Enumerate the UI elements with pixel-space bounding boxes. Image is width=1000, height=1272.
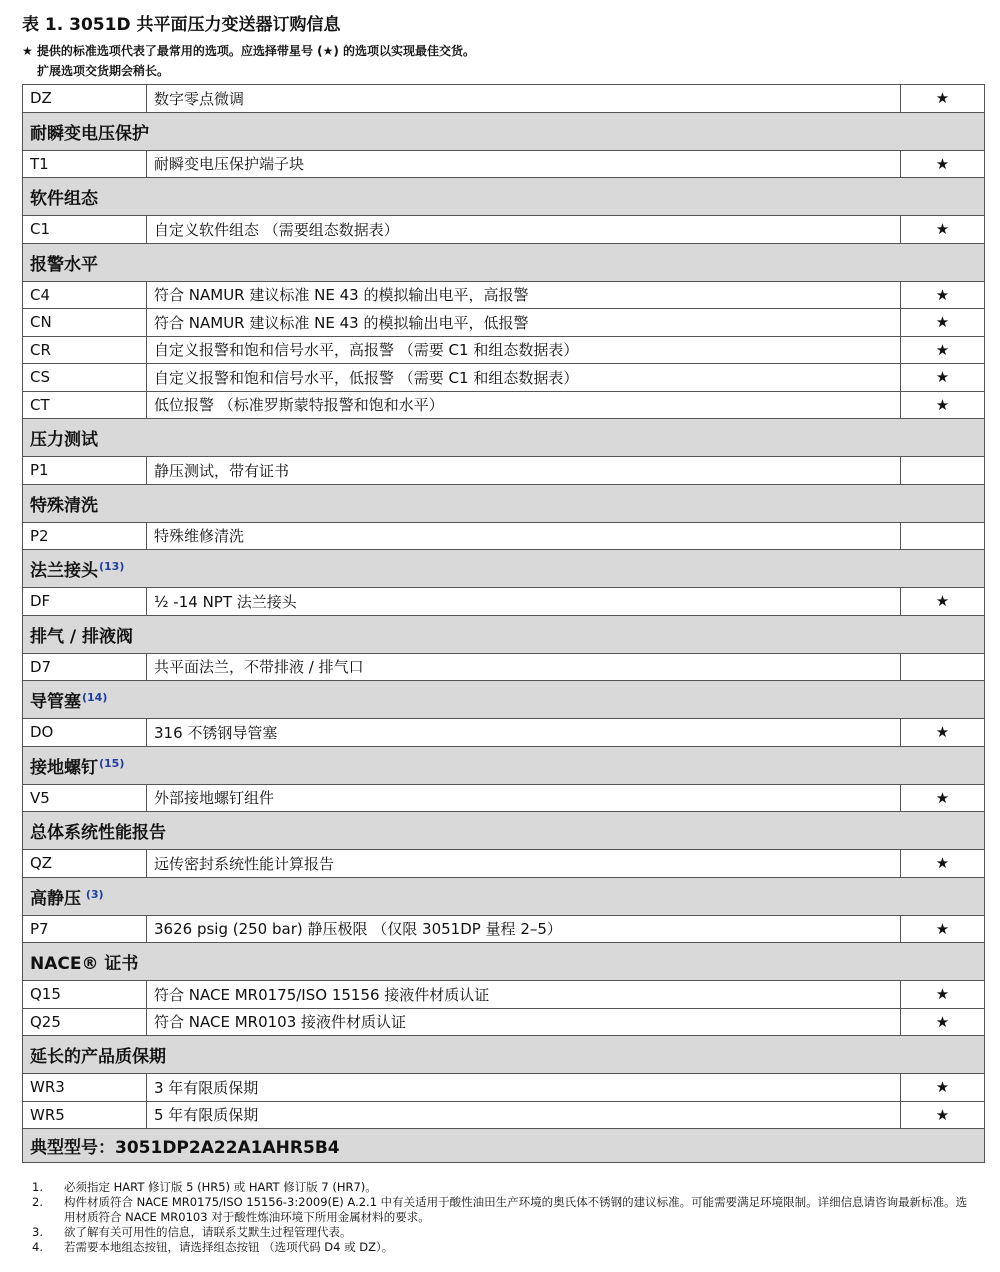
section-header-row — [23, 615, 985, 653]
ordering-table — [22, 84, 985, 1163]
standard-star: ★ — [901, 784, 985, 812]
standard-star: ★ — [901, 364, 985, 392]
option-row — [23, 391, 985, 419]
option-description: 符合 NACE MR0103 接液件材质认证 — [147, 1008, 901, 1036]
option-code: V5 — [23, 784, 147, 812]
option-description: 远传密封系统性能计算报告 — [147, 850, 901, 878]
option-row — [23, 522, 985, 550]
option-code: CR — [23, 336, 147, 364]
option-code: QZ — [23, 850, 147, 878]
section-title-text: 特殊清洗 — [30, 495, 98, 516]
footnotes — [32, 1180, 972, 1255]
option-description: 自定义软件组态 （需要组态数据表） — [147, 216, 901, 244]
typical-model-row — [23, 1129, 985, 1163]
section-title — [23, 1036, 985, 1074]
section-title — [23, 746, 985, 784]
section-title — [23, 178, 985, 216]
option-code: CN — [23, 309, 147, 337]
option-description: 316 不锈钢导管塞 — [147, 719, 901, 747]
option-description: 低位报警 （标准罗斯蒙特报警和饱和水平） — [147, 391, 901, 419]
section-header-row — [23, 178, 985, 216]
section-title — [23, 243, 985, 281]
option-description: 3626 psig (250 bar) 静压极限 （仅限 3051DP 量程 2–5） — [147, 915, 901, 943]
option-row — [23, 1074, 985, 1102]
option-description: 外部接地螺钉组件 — [147, 784, 901, 812]
ordering-table-body — [23, 85, 985, 1163]
option-description: 静压测试，带有证书 — [147, 457, 901, 485]
option-code: D7 — [23, 653, 147, 681]
option-row — [23, 653, 985, 681]
section-header-row — [23, 1036, 985, 1074]
option-row — [23, 309, 985, 337]
section-title-text: 高静压 — [30, 888, 81, 909]
option-row — [23, 850, 985, 878]
section-title-text: NACE® 证书 — [30, 954, 139, 974]
section-title-text: 法兰接头 — [30, 561, 98, 581]
standard-star — [901, 653, 985, 681]
option-code: Q25 — [23, 1008, 147, 1036]
option-code: CT — [23, 391, 147, 419]
section-title-text: 耐瞬变电压保护 — [30, 123, 149, 144]
standard-star — [901, 522, 985, 550]
option-code: P7 — [23, 915, 147, 943]
section-header-row — [23, 550, 985, 588]
option-description: 特殊维修清洗 — [147, 522, 901, 550]
option-code: WR3 — [23, 1074, 147, 1102]
standard-star: ★ — [901, 915, 985, 943]
section-title — [23, 877, 985, 915]
option-description: 自定义报警和饱和信号水平，低报警 （需要 C1 和组态数据表） — [147, 364, 901, 392]
footnote-number: 2. — [32, 1195, 43, 1209]
option-row — [23, 719, 985, 747]
standard-star: ★ — [901, 1101, 985, 1129]
option-row — [23, 336, 985, 364]
option-row — [23, 1101, 985, 1129]
option-row — [23, 588, 985, 616]
section-title — [23, 681, 985, 719]
footnote-ref-link[interactable]: (13) — [99, 560, 125, 573]
section-title-text: 报警水平 — [30, 254, 98, 275]
footnote-item — [32, 1225, 972, 1240]
option-row — [23, 364, 985, 392]
section-title-text: 延长的产品质保期 — [30, 1047, 166, 1067]
option-row — [23, 85, 985, 113]
standard-star: ★ — [901, 281, 985, 309]
standard-option-note: ★ 提供的标准选项代表了最常用的选项。应选择带星号 (★) 的选项以实现最佳交货。 — [22, 44, 476, 58]
option-code: P1 — [23, 457, 147, 485]
option-code: DF — [23, 588, 147, 616]
footnote-number: 3. — [32, 1225, 43, 1239]
option-code: C4 — [23, 281, 147, 309]
section-title-text: 总体系统性能报告 — [30, 823, 166, 843]
section-title — [23, 550, 985, 588]
footnote-ref-link[interactable]: (3) — [82, 887, 104, 901]
standard-star: ★ — [901, 216, 985, 244]
section-title — [23, 112, 985, 150]
section-header-row — [23, 484, 985, 522]
footnote-text: 必须指定 HART 修订版 5 (HR5) 或 HART 修订版 7 (HR7)。 — [64, 1180, 377, 1194]
option-description: 共平面法兰，不带排液 / 排气口 — [147, 653, 901, 681]
option-row — [23, 281, 985, 309]
section-title-text: 排气 / 排液阀 — [30, 626, 134, 647]
option-row — [23, 150, 985, 178]
section-header-row — [23, 243, 985, 281]
option-description: 符合 NACE MR0175/ISO 15156 接液件材质认证 — [147, 981, 901, 1009]
standard-star: ★ — [901, 391, 985, 419]
section-title-text: 压力测试 — [30, 430, 98, 450]
footnote-item — [32, 1240, 972, 1255]
option-row — [23, 216, 985, 244]
section-title — [23, 812, 985, 850]
standard-star: ★ — [901, 588, 985, 616]
section-title-text: 导管塞 — [30, 692, 81, 712]
section-title — [23, 615, 985, 653]
option-description: 3 年有限质保期 — [147, 1074, 901, 1102]
footnote-number: 4. — [32, 1240, 43, 1254]
option-code: Q15 — [23, 981, 147, 1009]
option-code: DZ — [23, 85, 147, 113]
standard-star: ★ — [901, 85, 985, 113]
footnote-item — [32, 1180, 972, 1195]
standard-star: ★ — [901, 719, 985, 747]
option-row — [23, 915, 985, 943]
table-title: 表 1. 3051D 共平面压力变送器订购信息 — [22, 15, 341, 35]
option-row — [23, 784, 985, 812]
option-code: DO — [23, 719, 147, 747]
option-description: 5 年有限质保期 — [147, 1101, 901, 1129]
standard-star: ★ — [901, 850, 985, 878]
section-header-row — [23, 746, 985, 784]
section-header-row — [23, 943, 985, 981]
section-header-row — [23, 419, 985, 457]
section-title-text: 软件组态 — [30, 189, 98, 209]
standard-star: ★ — [901, 1008, 985, 1036]
option-code: T1 — [23, 150, 147, 178]
option-code: P2 — [23, 522, 147, 550]
footnote-number: 1. — [32, 1180, 43, 1194]
option-code: C1 — [23, 216, 147, 244]
section-title — [23, 484, 985, 522]
option-code: CS — [23, 364, 147, 392]
option-row — [23, 981, 985, 1009]
footnote-text: 欲了解有关可用性的信息，请联系艾默生过程管理代表。 — [64, 1225, 352, 1239]
standard-star: ★ — [901, 981, 985, 1009]
section-header-row — [23, 112, 985, 150]
standard-star — [901, 457, 985, 485]
section-title-text: 接地螺钉 — [30, 757, 98, 778]
option-description: ½ -14 NPT 法兰接头 — [147, 588, 901, 616]
option-code: WR5 — [23, 1101, 147, 1129]
standard-star: ★ — [901, 309, 985, 337]
extended-option-note: 扩展选项交货期会稍长。 — [37, 64, 170, 78]
footnote-ref-link[interactable]: (15) — [99, 756, 125, 770]
option-row — [23, 457, 985, 485]
footnote-text: 若需要本地组态按钮，请选择组态按钮 （选项代码 D4 或 DZ）。 — [64, 1240, 394, 1254]
typical-model-number: 典型型号：3051DP2A22A1AHR5B4 — [23, 1129, 985, 1163]
section-header-row — [23, 812, 985, 850]
option-description: 耐瞬变电压保护端子块 — [147, 150, 901, 178]
option-description: 数字零点微调 — [147, 85, 901, 113]
footnote-ref-link[interactable]: (14) — [82, 691, 108, 704]
section-header-row — [23, 681, 985, 719]
option-description: 符合 NAMUR 建议标准 NE 43 的模拟输出电平，高报警 — [147, 281, 901, 309]
section-title — [23, 943, 985, 981]
standard-star: ★ — [901, 150, 985, 178]
option-row — [23, 1008, 985, 1036]
section-header-row — [23, 877, 985, 915]
section-title — [23, 419, 985, 457]
standard-star: ★ — [901, 1074, 985, 1102]
standard-star: ★ — [901, 336, 985, 364]
footnote-text: 构件材质符合 NACE MR0175/ISO 15156-3:2009(E) A.2.1 中有关适用于酸性油田生产环境的奥氏体不锈钢的建议标准。可能需要满足环境限制。详细信息请咨询最新标准。选用材质符合 NACE MR0103 对于酸性炼油环境下所用金属材料的要求。 — [64, 1195, 968, 1224]
option-description: 符合 NAMUR 建议标准 NE 43 的模拟输出电平，低报警 — [147, 309, 901, 337]
option-description: 自定义报警和饱和信号水平，高报警 （需要 C1 和组态数据表） — [147, 336, 901, 364]
footnote-item — [32, 1195, 972, 1225]
